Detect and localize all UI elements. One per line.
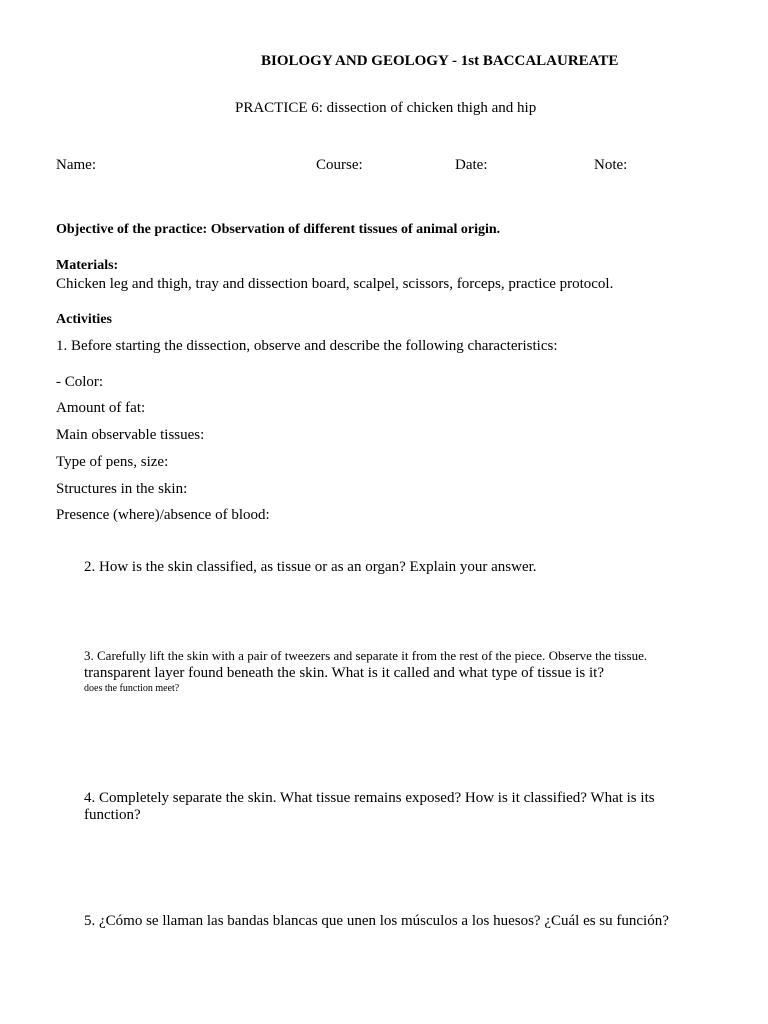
- materials-heading: Materials:: [56, 258, 119, 273]
- question-2: 2. How is the skin classified, as tissue or as an organ? Explain your answer.: [84, 559, 537, 575]
- characteristic-color: - Color:: [56, 374, 104, 390]
- practice-objective: Objective of the practice: Observation of different tissues of animal origin.: [56, 222, 501, 237]
- question-4-line-2: function?: [84, 807, 141, 823]
- question-1: 1. Before starting the dissection, observe and describe the following characteristics:: [56, 338, 558, 354]
- characteristic-pens: Type of pens, size:: [56, 454, 169, 470]
- date-field-label: Date:: [455, 157, 488, 173]
- practice-subtitle: PRACTICE 6: dissection of chicken thigh and hip: [235, 100, 537, 116]
- course-field-label: Course:: [316, 157, 363, 173]
- question-3-line-1: 3. Carefully lift the skin with a pair of tweezers and separate it from the rest of the piece. Observe the tissue.: [84, 648, 648, 663]
- characteristic-blood: Presence (where)/absence of blood:: [56, 507, 270, 523]
- question-4-line-1: 4. Completely separate the skin. What tissue remains exposed? How is it classified? What is its: [84, 790, 655, 806]
- question-3-line-2: transparent layer found beneath the skin. What is it called and what type of tissue is it?: [84, 665, 604, 681]
- materials-text: Chicken leg and thigh, tray and dissection board, scalpel, scissors, forceps, practice protocol.: [56, 276, 614, 292]
- characteristic-tissues: Main observable tissues:: [56, 427, 205, 443]
- name-field-label: Name:: [56, 157, 96, 173]
- activities-heading: Activities: [56, 312, 112, 327]
- characteristic-fat: Amount of fat:: [56, 400, 146, 416]
- question-3-line-3: does the function meet?: [84, 683, 180, 694]
- question-5: 5. ¿Cómo se llaman las bandas blancas que unen los músculos a los huesos? ¿Cuál es su función?: [84, 913, 669, 929]
- note-field-label: Note:: [594, 157, 628, 173]
- characteristic-skin-structures: Structures in the skin:: [56, 481, 188, 497]
- document-title: BIOLOGY AND GEOLOGY - 1st BACCALAUREATE: [261, 53, 619, 69]
